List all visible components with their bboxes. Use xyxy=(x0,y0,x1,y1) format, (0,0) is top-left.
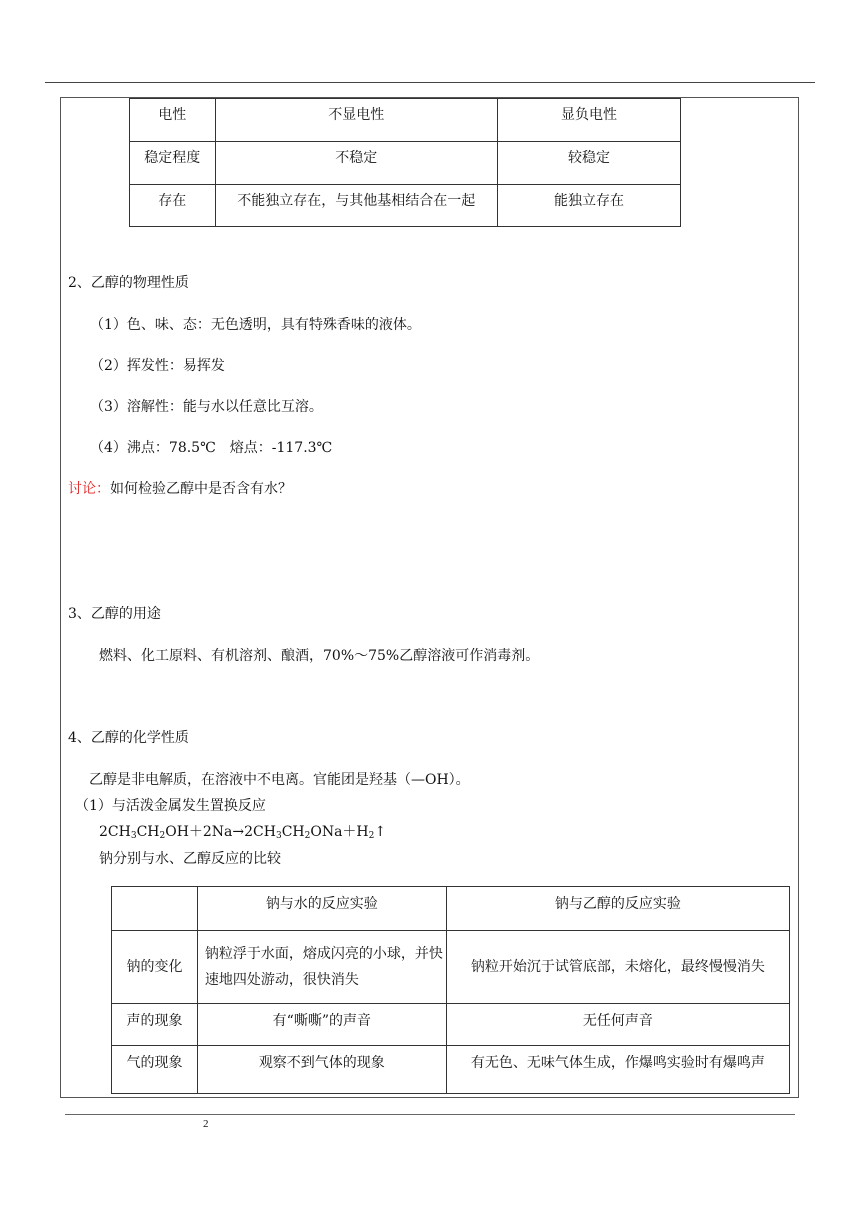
property-boiling-melting: （4）沸点：78.5℃ 熔点：-117.3℃ xyxy=(90,440,333,456)
page-number: 2 xyxy=(203,1118,209,1130)
reaction-equation: $2CH_3CH_2OH+2Na\to 2CH_3CH_2ONa+H_2↑$ xyxy=(99,824,387,841)
table-cell: 显负电性 xyxy=(498,99,681,142)
table-cell: 不稳定 xyxy=(215,142,497,185)
discussion-label: 讨论： xyxy=(68,481,110,497)
table-row xyxy=(130,99,681,142)
subsection-1-heading: （1）与活泼金属发生置换反应 xyxy=(75,798,266,814)
header-rule xyxy=(45,82,815,83)
table-cell: 无任何声音 xyxy=(446,1004,789,1046)
section-2-heading: 2、乙醇的物理性质 xyxy=(68,275,189,291)
table-row xyxy=(130,185,681,227)
property-volatility: （2）挥发性：易挥发 xyxy=(90,358,225,374)
table-cell: 不显电性 xyxy=(215,99,497,142)
table-header-cell xyxy=(112,887,198,931)
discussion-question: 如何检验乙醇中是否含有水？ xyxy=(110,481,292,497)
table-cell: 能独立存在 xyxy=(498,185,681,227)
comparison-table-1 xyxy=(129,98,681,227)
section-3-heading: 3、乙醇的用途 xyxy=(68,606,161,622)
table-row xyxy=(112,1046,790,1094)
table-cell: 存在 xyxy=(130,185,216,227)
uses-text: 燃料、化工原料、有机溶剂、酿酒，70%～75%乙醇溶液可作消毒剂。 xyxy=(99,648,540,664)
comparison-caption: 钠分别与水、乙醇反应的比较 xyxy=(99,851,281,867)
table-cell: 钠粒浮于水面，熔成闪亮的小球，并快速地四处游动，很快消失 xyxy=(197,931,446,1004)
table-cell: 钠粒开始沉于试管底部，未熔化，最终慢慢消失 xyxy=(446,931,789,1004)
table-cell: 有无色、无味气体生成，作爆鸣实验时有爆鸣声 xyxy=(446,1046,789,1094)
table-cell: 观察不到气体的现象 xyxy=(197,1046,446,1094)
property-solubility: （3）溶解性：能与水以任意比互溶。 xyxy=(90,399,323,415)
table-cell: 电性 xyxy=(130,99,216,142)
table-header-row xyxy=(112,887,790,931)
table-cell: 较稳定 xyxy=(498,142,681,185)
comparison-table-2 xyxy=(111,886,790,1094)
section-4-heading: 4、乙醇的化学性质 xyxy=(68,730,189,746)
table-row xyxy=(112,931,790,1004)
table-row xyxy=(112,1004,790,1046)
discussion xyxy=(68,479,292,499)
table-cell: 有“嘶嘶”的声音 xyxy=(197,1004,446,1046)
table-cell: 气的现象 xyxy=(112,1046,198,1094)
table-header-cell: 钠与水的反应实验 xyxy=(197,887,446,931)
property-color-taste: （1）色、味、态：无色透明，具有特殊香味的液体。 xyxy=(90,317,421,333)
footer-rule xyxy=(65,1114,795,1115)
table-row xyxy=(130,142,681,185)
table-header-cell: 钠与乙醇的反应实验 xyxy=(446,887,789,931)
table-cell: 声的现象 xyxy=(112,1004,198,1046)
table-cell: 钠的变化 xyxy=(112,931,198,1004)
section-4-intro: 乙醇是非电解质，在溶液中不电离。官能团是羟基（—OH）。 xyxy=(89,772,470,788)
table-cell: 稳定程度 xyxy=(130,142,216,185)
table-cell: 不能独立存在，与其他基相结合在一起 xyxy=(215,185,497,227)
